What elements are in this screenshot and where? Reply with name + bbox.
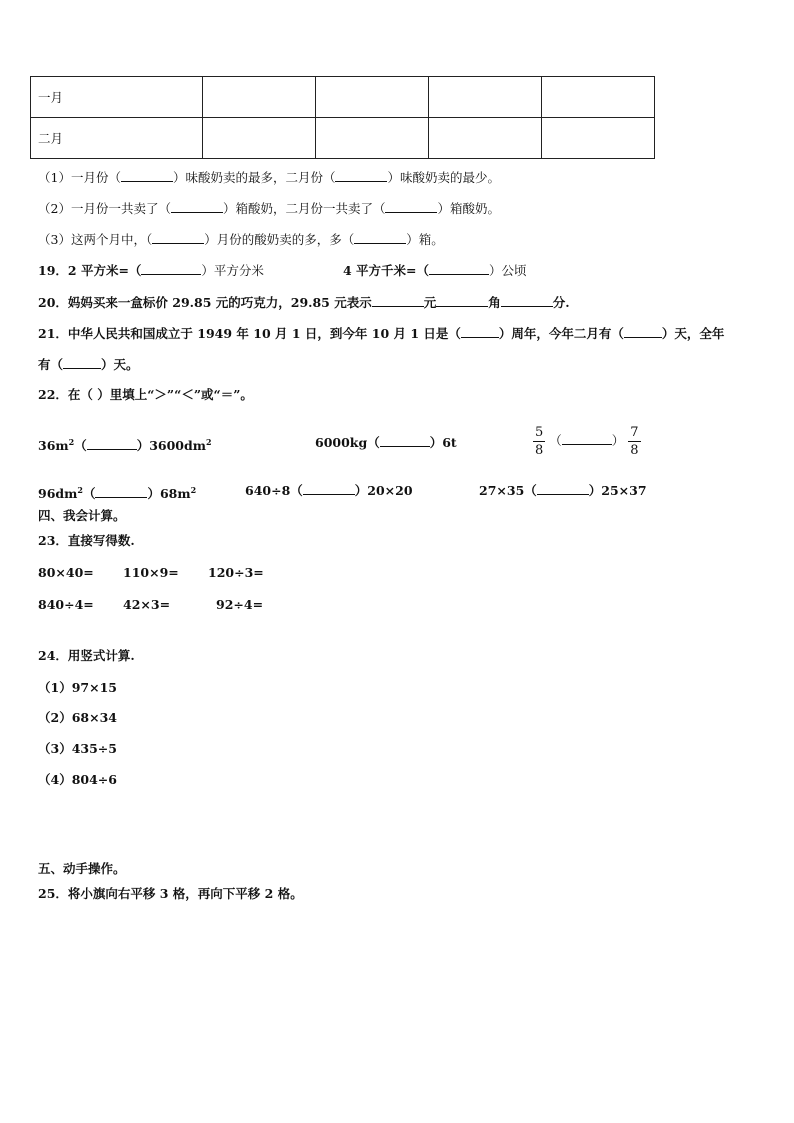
answer-blank[interactable] (152, 231, 204, 244)
table-row-label: 一月 (31, 77, 203, 118)
superscript: 2 (190, 485, 197, 495)
q22-item-fraction (533, 424, 641, 459)
table-row (31, 77, 655, 118)
q22-text: ） (611, 433, 625, 448)
table-cell (203, 118, 316, 159)
numerator: 5 (535, 425, 544, 440)
q22-text: ）6t (429, 435, 457, 450)
answer-blank[interactable] (354, 231, 406, 244)
table-cell (542, 118, 655, 159)
q18-part1-text: （1）一月份（ (38, 170, 121, 185)
q22-text: 27×35（ (479, 483, 537, 498)
q19-text: 4 平方千米=（ (343, 263, 430, 278)
q22-title: 22．在（ ）里填上“＞”“＜”或“＝”。 (38, 387, 253, 402)
calc-item: 120÷3= (208, 565, 264, 580)
answer-blank[interactable] (562, 432, 612, 445)
q22-item-division (245, 482, 413, 499)
q22-item-area (38, 434, 212, 454)
calc-item: 92÷4= (216, 597, 264, 612)
q22-text: 36m (38, 438, 69, 454)
q22-text: （ (82, 486, 96, 502)
q20-text: 20．妈妈买来一盒标价 29.85 元的巧克力，29.85 元表示 (38, 295, 372, 310)
answer-blank[interactable] (385, 200, 437, 213)
q19-text: ）公顷 (489, 263, 527, 278)
superscript: 2 (77, 485, 83, 495)
q21-text: ）天。 (101, 357, 139, 372)
numerator: 7 (630, 425, 639, 440)
table-cell (429, 77, 542, 118)
q21-text: 有（ (38, 357, 64, 372)
answer-blank[interactable] (303, 482, 355, 495)
q22-text: 640÷8（ (245, 483, 303, 498)
q20-text: 元 (423, 295, 437, 310)
superscript: 2 (205, 437, 212, 447)
q18-part2-text: ）箱酸奶。 (437, 201, 500, 216)
table-cell (542, 77, 655, 118)
answer-blank[interactable] (335, 169, 387, 182)
answer-blank[interactable] (141, 262, 201, 275)
section-heading: 五、动手操作。 (38, 861, 126, 876)
q24-title: 24．用竖式计算. (38, 648, 135, 663)
fraction (533, 424, 545, 459)
q22-text: ）68m (147, 486, 191, 502)
q21-line2 (38, 356, 139, 373)
table-cell (203, 77, 316, 118)
q18-part1-text: ）味酸奶卖的最少。 (387, 170, 500, 185)
q18-part3-text: （3）这两个月中，（ (38, 232, 153, 247)
q21-line1 (38, 325, 724, 342)
q22-text: 6000kg（ (315, 435, 380, 450)
q18-part2-text: （2）一月份一共卖了（ (38, 201, 171, 216)
q18-part3-text: ）月份的酸奶卖的多，多（ (204, 232, 355, 247)
vertical-calc-item: （3）435÷5 (38, 741, 117, 756)
answer-blank[interactable] (171, 200, 223, 213)
calc-item: 840÷4= (38, 597, 94, 612)
q18-part2 (38, 200, 500, 217)
answer-blank[interactable] (461, 325, 499, 338)
q20-text: 角 (488, 295, 501, 310)
q22-text: （ (549, 433, 562, 448)
answer-blank[interactable] (372, 294, 424, 307)
q21-text: ）周年，今年二月有（ (498, 326, 624, 341)
table-row-label: 二月 (31, 118, 203, 159)
denominator: 8 (630, 443, 639, 458)
q18-part3-text: ）箱。 (406, 232, 444, 247)
q18-part3 (38, 231, 444, 248)
q18-part1-text: ）味酸奶卖的最多，二月份（ (172, 170, 336, 185)
q19-text: 19．2 平方米=（ (38, 263, 142, 278)
q21-text: 21．中华人民共和国成立于 1949 年 10 月 1 日，到今年 10 月 1 日是（ (38, 326, 461, 341)
calc-item: 80×40= (38, 565, 94, 580)
answer-blank[interactable] (380, 434, 430, 447)
q22-text: ）20×20 (354, 483, 413, 498)
table-cell (429, 118, 542, 159)
answer-blank[interactable] (624, 325, 662, 338)
q22-text: ）25×37 (588, 483, 647, 498)
q19-text: ）平方分米 (201, 263, 264, 278)
calc-item: 110×9= (123, 565, 179, 580)
q22-item-mass (315, 434, 457, 451)
answer-blank[interactable] (87, 437, 137, 450)
q22-text: ）3600dm (136, 438, 206, 454)
q23-title: 23．直接写得数. (38, 533, 135, 548)
denominator: 8 (535, 443, 544, 458)
sales-table (30, 76, 655, 159)
answer-blank[interactable] (63, 356, 101, 369)
q20-text: 分. (552, 295, 570, 310)
q21-text: ）天，全年 (661, 326, 725, 341)
answer-blank[interactable] (95, 485, 147, 498)
fraction (628, 424, 640, 459)
table-cell (316, 118, 429, 159)
q19-part1 (38, 262, 264, 279)
section-heading: 四、我会计算。 (38, 508, 126, 523)
superscript: 2 (68, 437, 75, 447)
q20 (38, 294, 570, 311)
vertical-calc-item: （2）68×34 (38, 710, 117, 725)
answer-blank[interactable] (501, 294, 553, 307)
q22-item-area2 (38, 482, 196, 502)
table-row (31, 118, 655, 159)
answer-blank[interactable] (429, 262, 489, 275)
answer-blank[interactable] (436, 294, 488, 307)
q18-part1 (38, 169, 500, 186)
vertical-calc-item: （4）804÷6 (38, 772, 117, 787)
q22-text: 96dm (38, 486, 78, 502)
calc-item: 42×3= (123, 597, 171, 612)
answer-blank[interactable] (537, 482, 589, 495)
q25-text: 25．将小旗向右平移 3 格，再向下平移 2 格。 (38, 886, 303, 901)
vertical-calc-item: （1）97×15 (38, 680, 117, 695)
q22-item-product (479, 482, 647, 499)
answer-blank[interactable] (121, 169, 173, 182)
q22-text: （ (74, 438, 87, 454)
table-cell (316, 77, 429, 118)
q19-part2 (343, 262, 527, 279)
q18-part2-text: ）箱酸奶，二月份一共卖了（ (222, 201, 386, 216)
